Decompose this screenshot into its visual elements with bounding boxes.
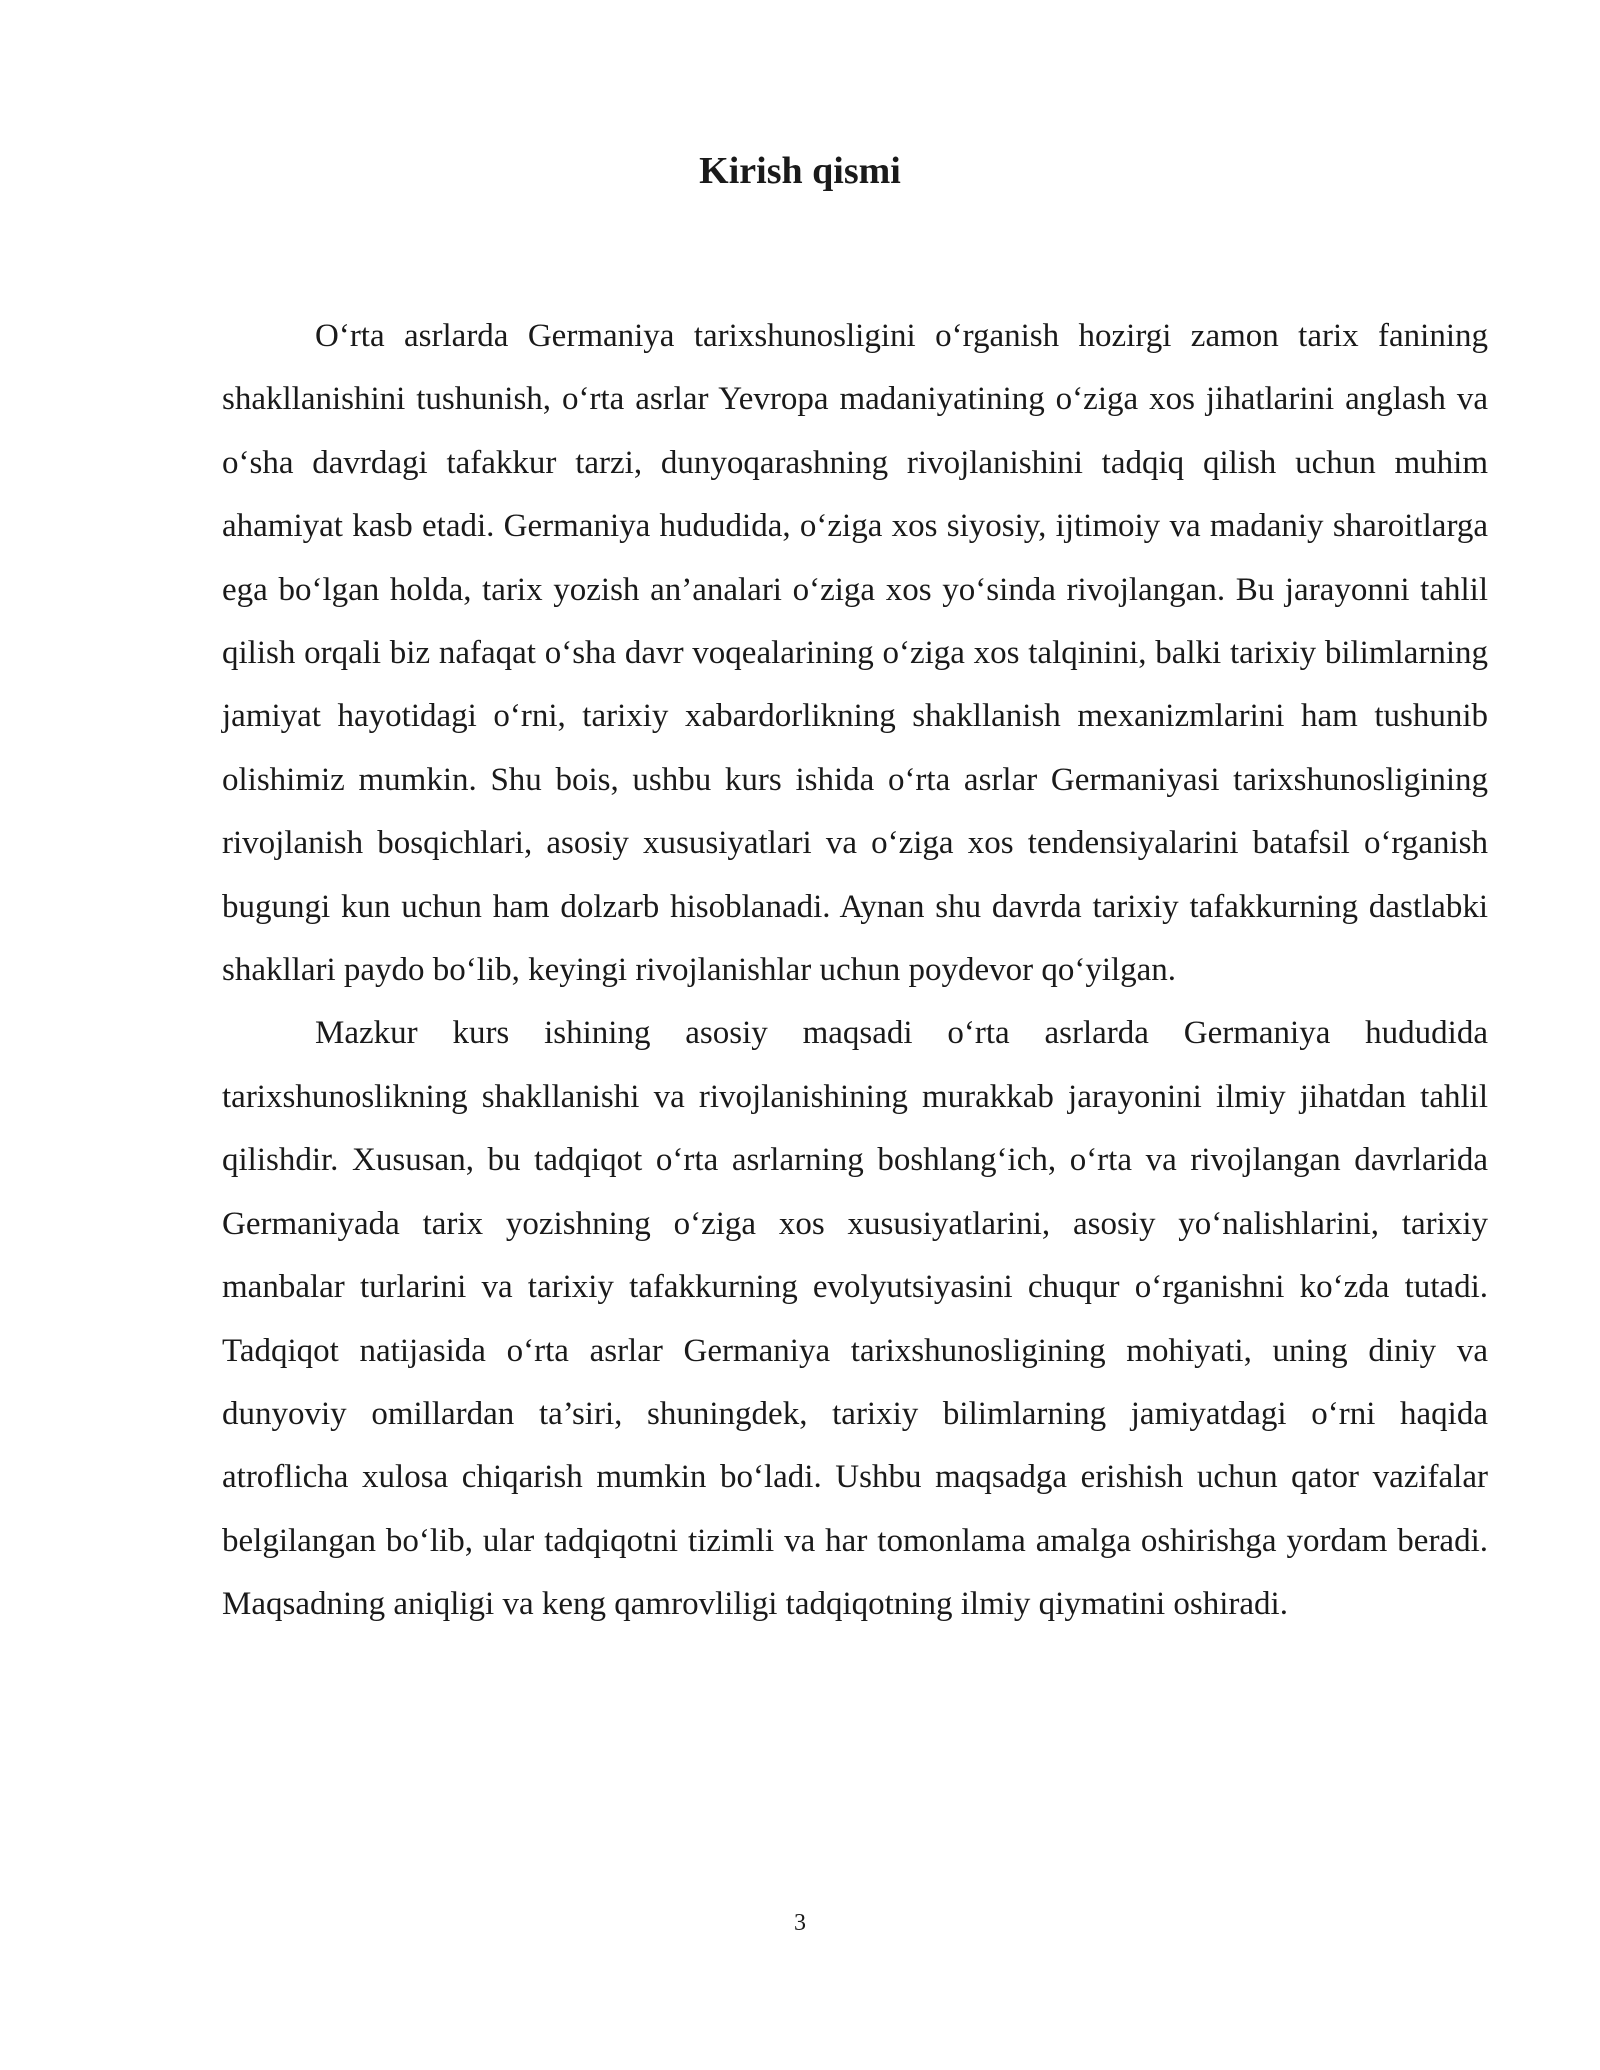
page-title: Kirish qismi (699, 150, 901, 192)
page-number: 3 (794, 1910, 806, 1936)
paragraph-purpose: Mazkur kurs ishining asosiy maqsadi o‘rta asrlarda Germaniya hududida tarixshunoslikning shakllanishi va rivojlanishining murakkab jarayonini ilmiy jihatdan tahlil qilishdir. Xususan, bu tadqiqot o‘rta asrlarning boshlang‘ich, o‘rta va rivojlangan davrlarida Germaniyada tarix yozishning o‘ziga xos xususiyatlarini, asosiy yo‘nalishlarini, tarixiy manbalar turlarini va tarixiy tafakkurning evolyutsiyasini chuqur o‘rganishni ko‘zda tutadi. Tadqiqot natijasida o‘rta asrlar Germaniya tarixshunosligining mohiyati, uning diniy va dunyoviy omillardan ta’siri, shuningdek, tarixiy bilimlarning jamiyatdagi o‘rni haqida atroflicha xulosa chiqarish mumkin bo‘ladi. Ushbu maqsadga erishish uchun qator vazifalar belgilangan bo‘lib, ular tadqiqotni tizimli va har tomonlama amalga oshirishga yordam beradi. Maqsadning aniqligi va keng qamrovliligi tadqiqotning ilmiy qiymatini oshiradi. (222, 1015, 1488, 1623)
document-body (222, 305, 1488, 1637)
paragraph-introduction: O‘rta asrlarda Germaniya tarixshunosligini o‘rganish hozirgi zamon tarix fanining shakllanishini tushunish, o‘rta asrlar Yevropa madaniyatining o‘ziga xos jihatlarini anglash va o‘sha davrdagi tafakkur tarzi, dunyoqarashning rivojlanishini tadqiq qilish uchun muhim ahamiyat kasb etadi. Germaniya hududida, o‘ziga xos siyosiy, ijtimoiy va madaniy sharoitlarga ega bo‘lgan holda, tarix yozish an’analari o‘ziga xos yo‘sinda rivojlangan. Bu jarayonni tahlil qilish orqali biz nafaqat o‘sha davr voqealarining o‘ziga xos talqinini, balki tarixiy bilimlarning jamiyat hayotidagi o‘rni, tarixiy xabardorlikning shakllanish mexanizmlarini ham tushunib olishimiz mumkin. Shu bois, ushbu kurs ishida o‘rta asrlar Germaniyasi tarixshunosligining rivojlanish bosqichlari, asosiy xususiyatlari va o‘ziga xos tendensiyalarini batafsil o‘rganish bugungi kun uchun ham dolzarb hisoblanadi. Aynan shu davrda tarixiy tafakkurning dastlabki shakllari paydo bo‘lib, keyingi rivojlanishlar uchun poydevor qo‘yilgan. (222, 318, 1488, 989)
